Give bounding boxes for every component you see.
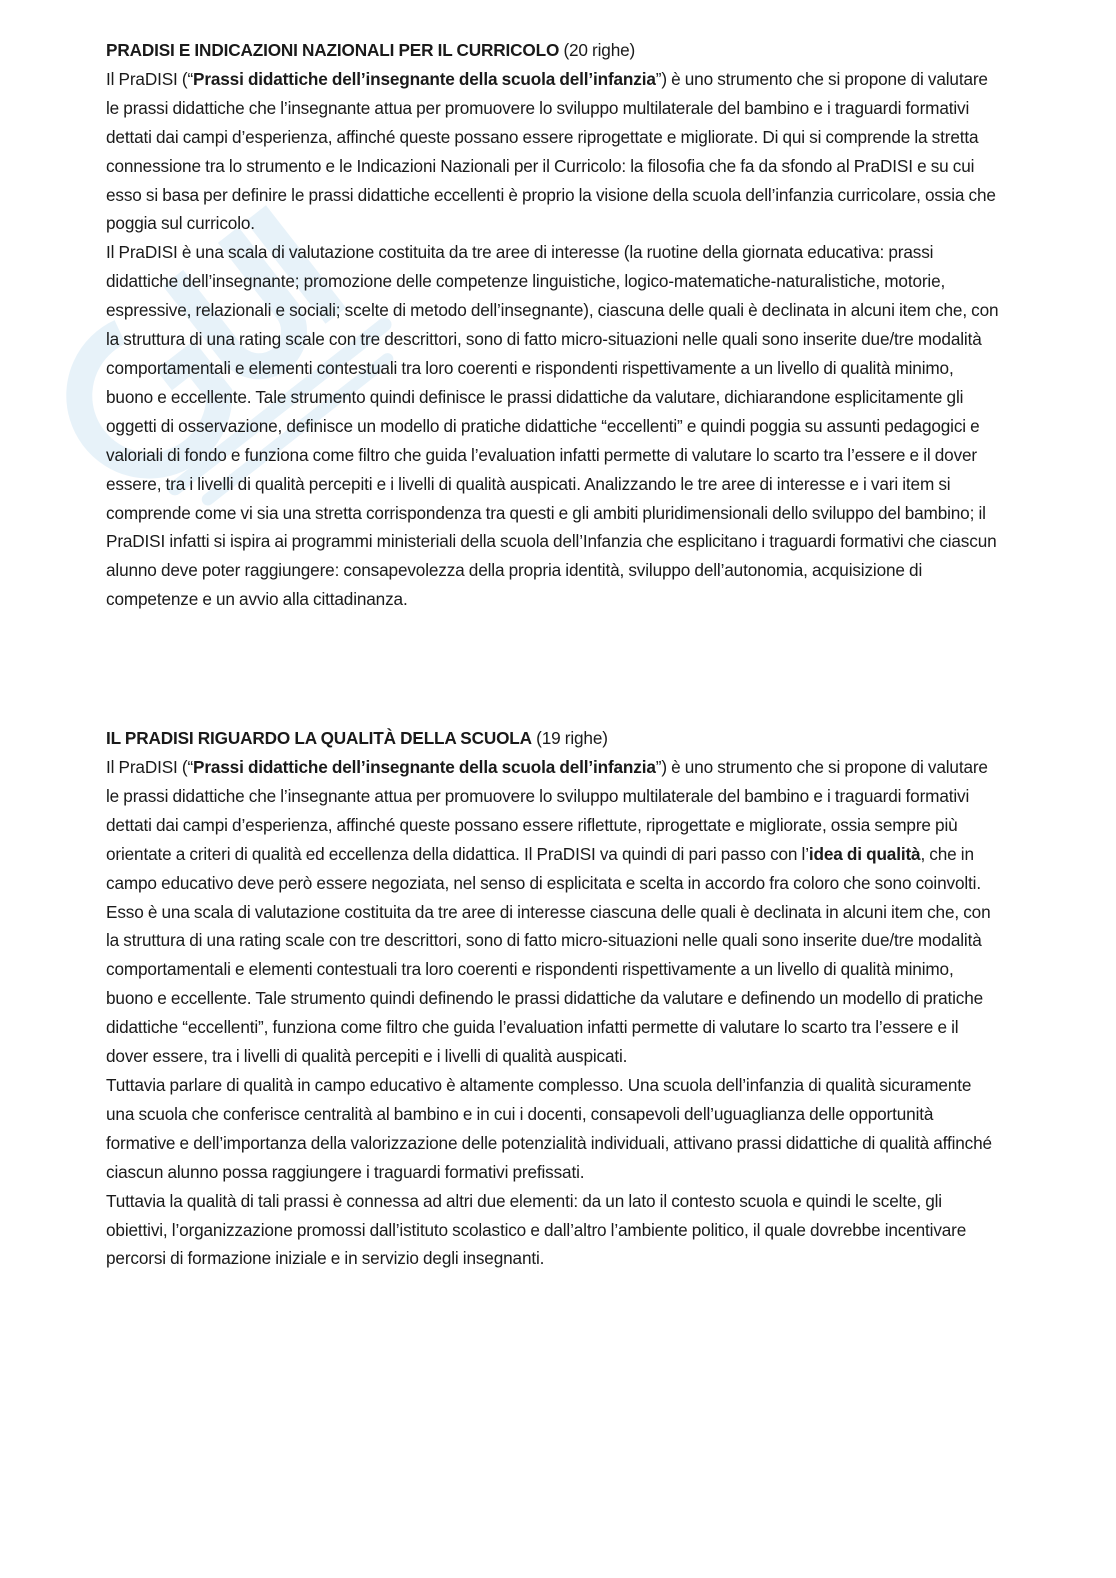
section-title: PRADISI E INDICAZIONI NAZIONALI PER IL CURRICOLO — [106, 40, 560, 60]
paragraph-text: Il PraDISI (“ — [106, 757, 194, 778]
section-heading — [106, 36, 1002, 65]
document-page — [106, 36, 1002, 1273]
section-title: IL PRADISI RIGUARDO LA QUALITÀ DELLA SCUOLA — [106, 728, 532, 749]
paragraph-text: ”) è uno strumento che si propone di valutare le prassi didattiche che l’insegnante attua per promuovere lo sviluppo multilaterale del bambino e i traguardi formativi dettati dai campi d’esperienza, affinché queste possano essere riprogettate e migliorate. Di qui si comprende la stretta connessione tra lo strumento e le Indicazioni Nazionali per il Curricolo: la filosofia che fa da sfondo al PraDISI e su cui esso si basa per definire le prassi didattiche eccellenti è proprio la visione della scuola dell’infanzia curricolare, ossia che poggia sul curricolo. — [106, 68, 996, 234]
paragraph-text: Il PraDISI (“ — [106, 68, 194, 89]
section-line-count: (19 righe) — [531, 728, 608, 749]
section-heading — [106, 724, 1002, 753]
paragraph-text: , che in campo educativo deve però essere negoziata, nel senso di esplicitata e scelta in accordo fra coloro che sono coinvolti. Esso è una scala di valutazione costituita da tre aree di interesse ciascuna delle quali è declinata in alcuni item che, con la struttura di una rating scale con tre descrittori, sono di fatto micro-situazioni nelle quali sono inserite due/tre modalità comportamentali e elementi contestuali tra loro coerenti e rispondenti rispettivamente a un livello di qualità minimo, buono e eccellente. Tale strumento quindi definendo le prassi didattiche da valutare e definendo un modello di pratiche didattiche “eccellenti”, funziona come filtro che guida l’evaluation infatti permette di valutare lo scarto tra l’essere e il dover essere, tra i livelli di qualità percepiti e i livelli di qualità auspicati. — [106, 843, 991, 1067]
paragraph-bold-text: Prassi didattiche dell’insegnante della scuola dell’infanzia — [193, 68, 656, 89]
paragraph: Tuttavia parlare di qualità in campo educativo è altamente complesso. Una scuola dell’infanzia di qualità sicuramente una scuola che conferisce centralità al bambino e in cui i docenti, consapevoli dell’uguaglianza delle opportunità formative e dell’importanza della valorizzazione delle potenzialità individuali, attivano prassi didattiche di qualità affinché ciascun alunno possa raggiungere i traguardi formativi prefissati. — [106, 1075, 992, 1182]
paragraph — [106, 753, 1002, 1071]
paragraph-text: ”) è uno strumento che si propone di valutare le prassi didattiche che l’insegnante attua per promuovere lo sviluppo multilaterale del bambino e i traguardi formativi dettati dai campi d’esperienza, affinché queste possano essere riflettute, riprogettate e migliorate, ossia sempre più orientate a criteri di qualità ed eccellenza della didattica. Il PraDISI va quindi di pari passo con l’ — [106, 757, 988, 864]
section-curricolo — [106, 36, 1002, 614]
section-qualita — [106, 724, 1002, 1273]
paragraph-bold-text: idea di qualità — [808, 843, 921, 864]
paragraph: Il PraDISI è una scala di valutazione costituita da tre aree di interesse (la ruotine della giornata educativa: prassi didattiche dell’insegnante; promozione delle competenze linguistiche, logico-matematiche-naturalistiche, motorie, espressive, relazionali e sociali; scelte di metodo dell’insegnante), ciascuna delle quali è declinata in alcuni item che, con la struttura di una rating scale con tre descrittori, sono di fatto micro-situazioni nelle quali sono inserite due/tre modalità comportamentali e elementi contestuali tra loro coerenti e rispondenti rispettivamente a un livello di qualità minimo, buono e eccellente. Tale strumento quindi definisce le prassi didattiche da valutare, dichiarandone esplicitamente gli oggetti di osservazione, definisce un modello di pratiche didattiche “eccellenti” e quindi poggia su assunti pedagogici e valoriali di fondo e funziona come filtro che guida l’evaluation infatti permette di valutare lo scarto tra l’essere e il dover essere, tra i livelli di qualità percepiti e i livelli di qualità auspicati. Analizzando le tre aree di interesse e i vari item si comprende come vi sia una stretta corrispondenza tra questi e gli ambiti pluridimensionali dello sviluppo del bambino; il PraDISI infatti si ispira ai programmi ministeriali della scuola dell’Infanzia che esplicitano i traguardi formativi che ciascun alunno deve poter raggiungere: consapevolezza della propria identità, sviluppo dell’autonomia, acquisizione di competenze e un avvio alla cittadinanza. — [106, 242, 999, 610]
paragraph: Tuttavia la qualità di tali prassi è connessa ad altri due elementi: da un lato il contesto scuola e quindi le scelte, gli obiettivi, l’organizzazione promossi dall’istituto scolastico e dall’altro l’ambiente politico, il quale dovrebbe incentivare percorsi di formazione iniziale e in servizio degli insegnanti. — [106, 1190, 967, 1269]
paragraph-bold-text: Prassi didattiche dell’insegnante della scuola dell’infanzia — [193, 757, 656, 778]
paragraph — [106, 65, 1002, 238]
section-line-count: (20 righe) — [559, 40, 636, 60]
